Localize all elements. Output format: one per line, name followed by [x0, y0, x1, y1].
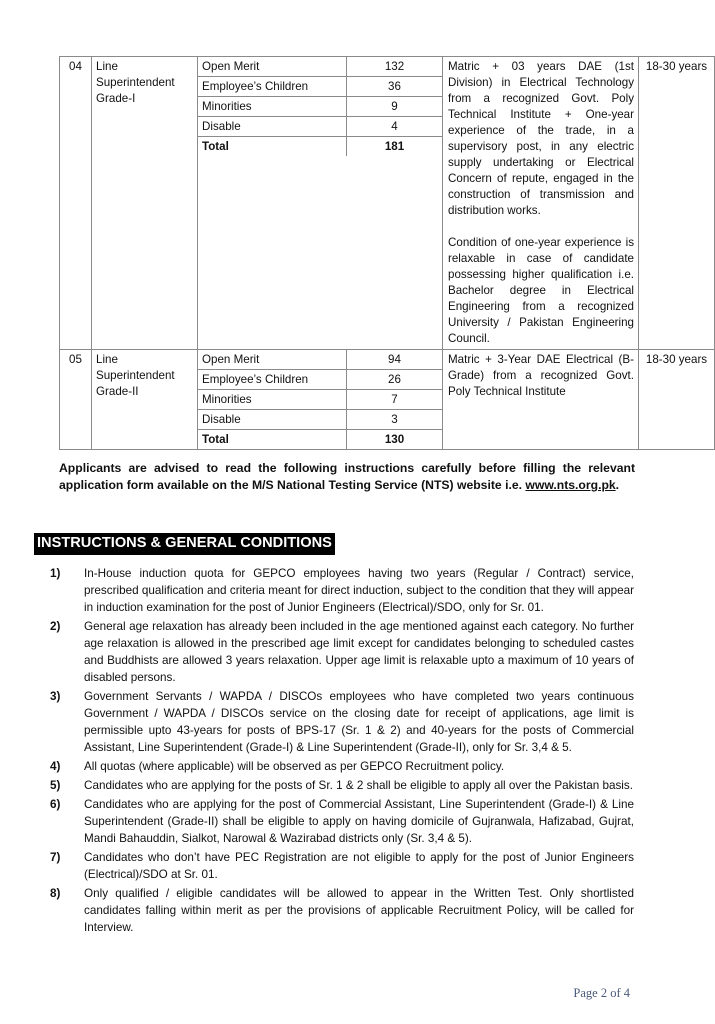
quota-cell	[198, 57, 443, 350]
quota-category: Total	[198, 137, 347, 157]
advice-paragraph	[59, 460, 635, 494]
quota-row	[198, 390, 442, 410]
quota-category: Open Merit	[198, 350, 347, 370]
post-name: Line Superintendent Grade-II	[92, 350, 198, 450]
instruction-number: 6)	[50, 798, 61, 811]
instruction-text: In-House induction quota for GEPCO employees having two years (Regular / Contract) service, prescribed qualification and criteria meant for direct induction, subject to the condition that they will appear in induction examination for the post of Junior Engineers (Electrical)/SDO, only for Sr. 01.	[84, 567, 634, 614]
quota-row	[198, 97, 442, 117]
qualification-text: Matric + 3-Year DAE Electrical (B-Grade) from a recognized Govt. Poly Technical Institute	[448, 353, 634, 398]
instruction-item	[34, 758, 634, 775]
nts-website-link[interactable]: www.nts.org.pk	[525, 478, 616, 492]
post-name: Line Superintendent Grade-I	[92, 57, 198, 350]
quota-category: Minorities	[198, 97, 347, 117]
instruction-number: 4)	[50, 760, 61, 773]
quota-table	[198, 57, 442, 156]
serial-number: 05	[60, 350, 92, 450]
post-row	[60, 57, 715, 350]
age-limit: 18-30 years	[639, 350, 715, 450]
instruction-item	[34, 688, 634, 756]
quota-count: 130	[384, 433, 405, 446]
instruction-item	[34, 885, 634, 936]
quota-count: 4	[347, 117, 443, 137]
quota-table	[198, 350, 442, 449]
instruction-text: General age relaxation has already been included in the age mentioned against each category. No further age relaxation is allowed in the prescribed age limit except for candidates belonging to scheduled castes and Buddhists are allowed 3 years relaxation. Upper age limit is relaxable upto a maximum of 10 years of disabled persons.	[84, 620, 634, 684]
quota-count: 132	[347, 57, 443, 77]
quota-count: 3	[347, 410, 443, 430]
quota-category: Disable	[198, 410, 347, 430]
instruction-text: All quotas (where applicable) will be observed as per GEPCO Recruitment policy.	[84, 760, 505, 773]
instruction-text: Only qualified / eligible candidates will be allowed to appear in the Written Test. Only shortlisted candidates falling within merit as per the provisions of applicable Recruitment Policy, will be called for Interview.	[84, 887, 634, 934]
instruction-text: Candidates who are applying for the posts of Sr. 1 & 2 shall be eligible to apply all over the Pakistan basis.	[84, 779, 633, 792]
quota-count: 26	[347, 370, 443, 390]
advice-text: Applicants are advised to read the following instructions carefully before filling the relevant application form available on the M/S National Testing Service (NTS) website i.e.	[59, 461, 635, 492]
age-limit: 18-30 years	[639, 57, 715, 350]
page-number: Page 2 of 4	[573, 986, 630, 1000]
post-row	[60, 350, 715, 450]
quota-row	[198, 117, 442, 137]
instruction-number: 2)	[50, 620, 61, 633]
instruction-item	[34, 618, 634, 686]
section-heading: INSTRUCTIONS & GENERAL CONDITIONS	[34, 533, 335, 555]
instruction-number: 5)	[50, 779, 61, 792]
quota-count: 36	[347, 77, 443, 97]
quota-category: Total	[198, 430, 347, 450]
qualification-cell	[443, 350, 639, 450]
quota-count: 94	[347, 350, 443, 370]
quota-row	[198, 370, 442, 390]
quota-category: Disable	[198, 117, 347, 137]
instruction-item	[34, 565, 634, 616]
quota-row	[198, 77, 442, 97]
quota-count: 181	[384, 140, 405, 153]
instruction-item	[34, 849, 634, 883]
quota-row	[198, 410, 442, 430]
quota-category: Employee’s Children	[198, 370, 347, 390]
quota-category: Employee’s Children	[198, 77, 347, 97]
advice-end: .	[615, 478, 620, 492]
instruction-text: Candidates who are applying for the post of Commercial Assistant, Line Superintendent (Grade-I) & Line Superintendent (Grade-II) shall be eligible to apply on having domicile of Gujranwala, Hafizabad, Gujrat, Mandi Bahauddin, Sialkot, Narowal & Wazirabad districts only (Sr. 3,4 & 5).	[84, 798, 634, 845]
instruction-number: 1)	[50, 567, 61, 580]
instructions-list	[34, 565, 634, 938]
instruction-number: 8)	[50, 887, 61, 900]
instruction-item	[34, 796, 634, 847]
instruction-text: Government Servants / WAPDA / DISCOs employees who have completed two years continuous Government / WAPDA / DISCOs service on the closing date for receipt of applications, age limit is permissible upto 43-years for posts of BPS-17 (Sr. 1 & 2) and 40-years for the posts of Commercial Assistant, Line Superintendent (Grade-I) & Line Superintendent (Grade-II), only for Sr. 3,4 & 5.	[84, 690, 634, 754]
quota-category: Open Merit	[198, 57, 347, 77]
quota-count: 9	[347, 97, 443, 117]
instruction-number: 7)	[50, 851, 61, 864]
qualification-text: Matric + 03 years DAE (1st Division) in Electrical Technology from a recognized Govt. Poly Technical Institute + One-year experience of the trade, in a supervisory post, in any electric supply undertaking or Electrical Concern of repute, engaged in the construction of transmission and distribution works.	[448, 60, 634, 217]
instruction-text: Candidates who don’t have PEC Registration are not eligible to apply for the post of Junior Engineers (Electrical)/SDO at Sr. 01.	[84, 851, 634, 881]
instruction-item	[34, 777, 634, 794]
quota-count: 7	[347, 390, 443, 410]
serial-number: 04	[60, 57, 92, 350]
quota-category: Minorities	[198, 390, 347, 410]
quota-cell	[198, 350, 443, 450]
posts-table	[59, 56, 715, 450]
quota-row	[198, 137, 442, 157]
quota-row	[198, 350, 442, 370]
instruction-number: 3)	[50, 690, 61, 703]
qualification-text: Condition of one-year experience is relaxable in case of candidate possessing higher qualification i.e. Bachelor degree in Electrical Engineering from a recognized University / Pakistan Engineering Council.	[448, 236, 634, 345]
quota-row	[198, 57, 442, 77]
qualification-cell	[443, 57, 639, 350]
quota-row	[198, 430, 442, 450]
